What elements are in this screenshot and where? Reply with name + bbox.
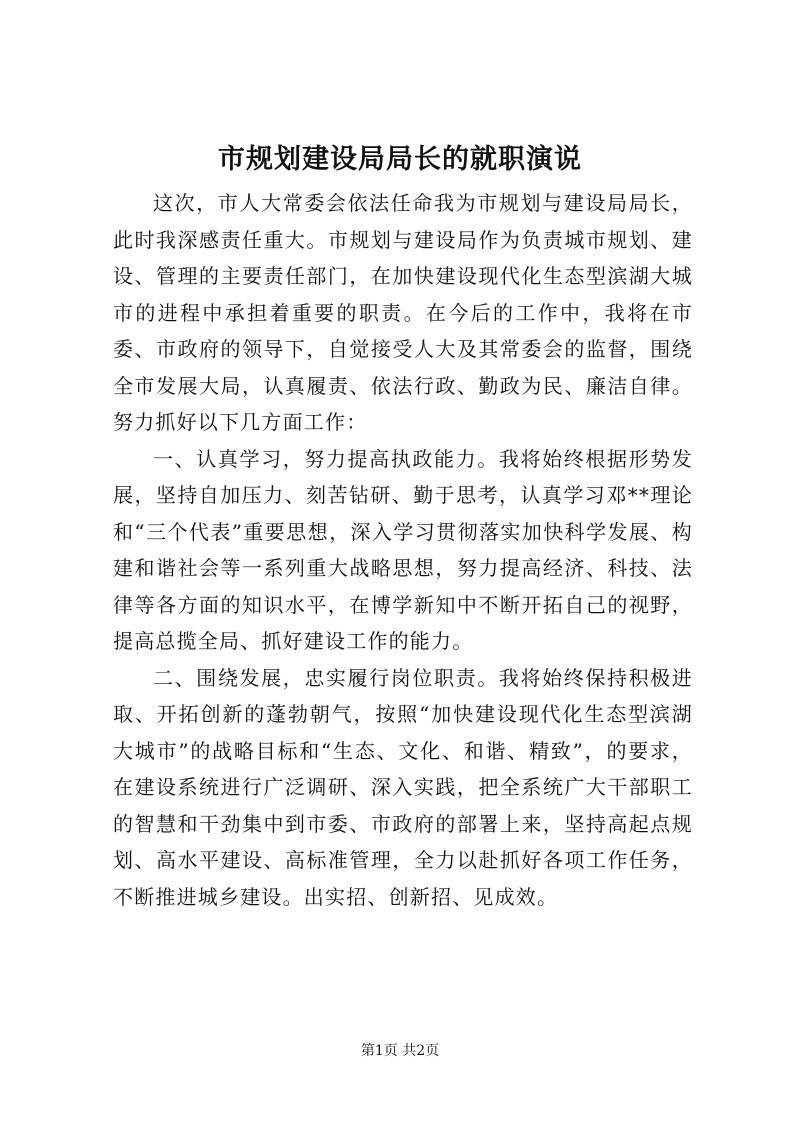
paragraph-study: 一、认真学习，努力提高执政能力。我将始终根据形势发展，坚持自加压力、刻苦钻研、勤于思考，认真学习邓**理论和“三个代表”重要思想，深入学习贯彻落实加快科学发展、构建和谐社会等一系列重大战略思想，努力提高经济、科技、法律等各方面的知识水平，在博学新知中不断开拓自己的视野，提高总揽全局、抓好建设工作的能力。	[113, 446, 693, 653]
document-body	[113, 185, 693, 915]
document-title: 市规划建设局局长的就职演说	[218, 144, 582, 175]
page-number-footer: 第1页 共2页	[360, 1043, 440, 1059]
paragraph-development: 二、围绕发展，忠实履行岗位职责。我将始终保持积极进取、开拓创新的蓬勃朝气，按照“加快建设现代化生态型滨湖大城市”的战略目标和“生态、文化、和谐、精致”，的要求，在建设系统进行广泛调研、深入实践，把全系统广大干部职工的智慧和干劲集中到市委、市政府的部署上来，坚持高起点规划、高水平建设、高标准管理，全力以赴抓好各项工作任务，不断推进城乡建设。出实招、创新招、见成效。	[113, 665, 693, 909]
paragraph-intro: 这次，市人大常委会依法任命我为市规划与建设局局长，此时我深感责任重大。市规划与建设局作为负责城市规划、建设、管理的主要责任部门，在加快建设现代化生态型滨湖大城市的进程中承担着重要的职责。在今后的工作中，我将在市委、市政府的领导下，自觉接受人大及其常委会的监督，围绕全市发展大局，认真履责、依法行政、勤政为民、廉洁自律。努力抓好以下几方面工作：	[113, 191, 693, 434]
